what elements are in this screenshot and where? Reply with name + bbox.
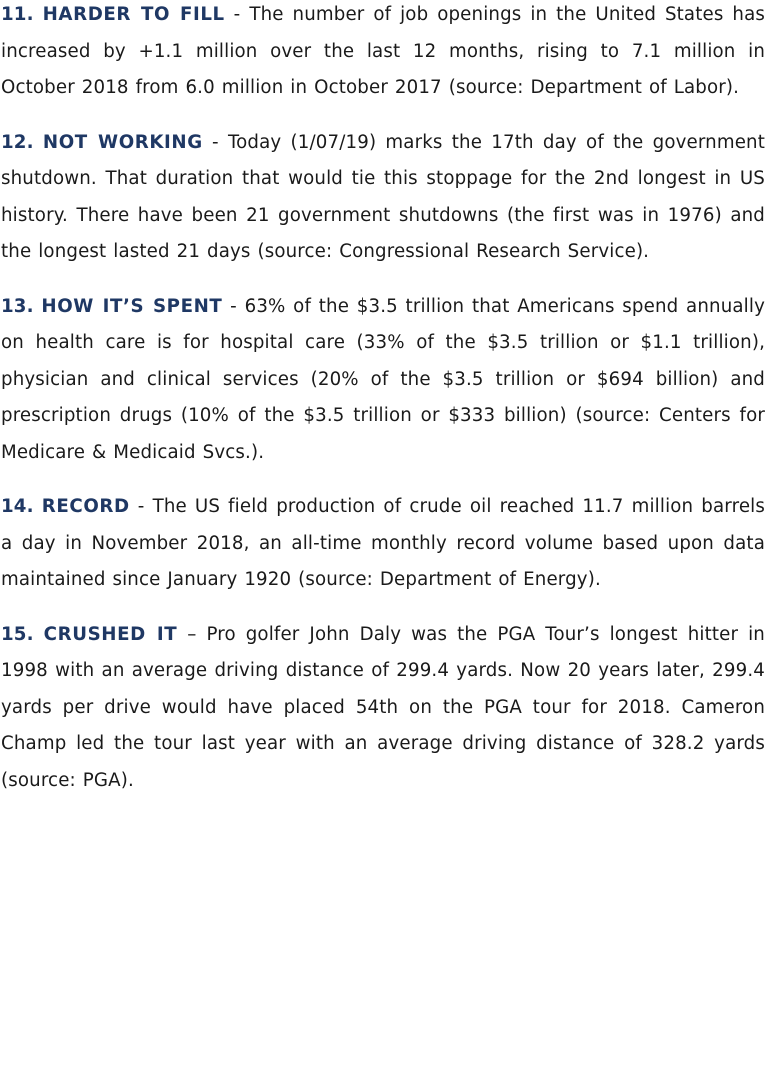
item-number: 13.: [1, 295, 34, 317]
item-body: Today (1/07/19) marks the 17th day of the government shutdown. That duration that would tie this stoppage for the 2nd longest in US history. There have been 21 government shutdowns (the first was in 1976) and the longest lasted 21 days (source: Congressional Research Service).: [1, 131, 766, 262]
item-number: 12.: [1, 131, 34, 153]
item-body: The US field production of crude oil reached 11.7 million barrels a day in November 2018, an all-time monthly record volume based upon data maintained since January 1920 (source: Department of Energy).: [1, 496, 765, 590]
item-heading: HOW IT’S SPENT: [41, 295, 223, 317]
item-body: 63% of the $3.5 trillion that Americans spend annually on health care is for hospital care (33% of the $3.5 trillion or $1.1 trillion), physician and clinical services (20% of the $3.5 trillion or $694 billion) and prescription drugs (10% of the $3.5 trillion or $333 billion) (source: Centers for Medicare & Medicaid Svcs.).: [1, 295, 765, 463]
list-item-12: [1, 125, 765, 271]
list-item-15: [1, 617, 765, 800]
item-heading: CRUSHED IT: [43, 623, 178, 645]
item-heading: RECORD: [41, 496, 130, 517]
item-number: 15.: [1, 623, 34, 645]
item-separator: –: [177, 623, 207, 645]
item-number: 14.: [1, 496, 34, 517]
item-heading: NOT WORKING: [42, 131, 203, 153]
item-separator: -: [224, 4, 250, 25]
list-item-14: [1, 489, 765, 599]
list-item-11: [1, 0, 765, 107]
item-separator: -: [202, 131, 228, 153]
item-separator: -: [222, 295, 245, 317]
list-item-13: [1, 289, 765, 472]
item-number: 11.: [1, 4, 34, 25]
item-separator: -: [129, 496, 153, 517]
item-body: Pro golfer John Daly was the PGA Tour’s longest hitter in 1998 with an average driving distance of 299.4 yards. Now 20 years later, 299.4 yards per drive would have placed 54th on the PGA tour for 2018. Cameron Champ led the tour last year with an average driving distance of 328.2 yards (source: PGA).: [1, 623, 765, 791]
item-heading: HARDER TO FILL: [42, 4, 225, 25]
item-body: The number of job openings in the United States has increased by +1.1 million over the last 12 months, rising to 7.1 million in October 2018 from 6.0 million in October 2017 (source: Department of Labor).: [1, 4, 766, 98]
